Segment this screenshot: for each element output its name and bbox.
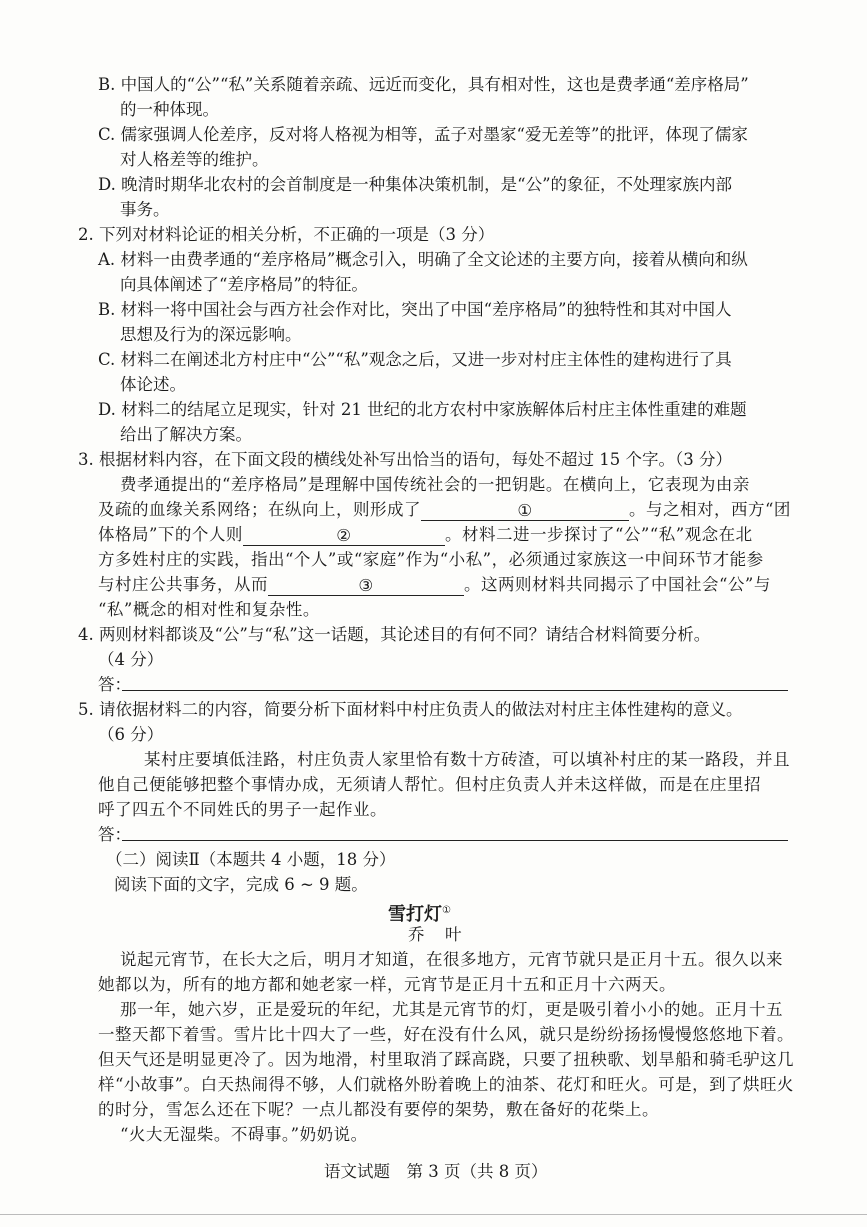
q4-answer-label: 答： [98, 675, 131, 694]
q2-option-b-line1: B. 材料一将中国社会与西方社会作对比，突出了中国“差序格局”的独特性和其对中国人 [98, 300, 732, 319]
story-p2-line3: 但天气还是明显更冷了。因为地滑，村里取消了踩高跷，只要了扭秧歌、划旱船和骑毛驴这几 [98, 1050, 795, 1069]
q3-text-5a: 与村庄公共事务，从而 [98, 575, 268, 594]
page-footer: 语文试题 第 3 页（共 8 页） [324, 1162, 548, 1181]
story-title-footnote: ① [442, 905, 451, 916]
q5-stem-line2: （6 分） [98, 725, 164, 744]
q3-stem: 3. 根据材料内容，在下面文段的横线处补写出恰当的语句，每处不超过 15 个字。（3 分） [78, 450, 732, 469]
story-author: 乔 叶 [408, 925, 464, 944]
story-p2-line1: 那一年，她六岁，正是爱玩的年纪，尤其是元宵节的灯，更是吸引着小小的她。正月十五 [120, 1000, 783, 1019]
story-p2-line5: 的时分，雪怎么还在下呢？一点儿都没有要停的架势，敷在备好的花柴上。 [98, 1100, 659, 1119]
q2-option-c-line2: 体论述。 [120, 375, 186, 394]
q2-option-d-line2: 给出了解决方案。 [120, 425, 252, 444]
q2-option-a-line1: A. 材料一由费孝通的“差序格局”概念引入，明确了全文论述的主要方向，接着从横向和纵 [98, 250, 748, 269]
story-p1-line2: 她都以为，所有的地方都和她老家一样，元宵节是正月十五和正月十六两天。 [98, 975, 676, 994]
q3-paragraph-line2 [98, 499, 791, 521]
q3-paragraph-line4: 方多姓村庄的实践，指出“个人”或“家庭”作为“小私”，必须通过家族这一中间环节才能参 [98, 550, 764, 569]
q5-stem-line1: 5. 请依据材料二的内容，简要分析下面材料中村庄负责人的做法对村庄主体性建构的意义。 [78, 700, 743, 719]
story-p1-line1: 说起元宵节，在长大之后，明月才知道，在很多地方，元宵节就只是正月十五。很久以来 [120, 950, 783, 969]
q2-option-d-line1: D. 材料二的结尾立足现实，针对 21 世纪的北方农村中家族解体后村庄主体性重建的难题 [98, 400, 747, 419]
q4-stem-line2: （4 分） [98, 650, 164, 669]
q5-answer-label: 答： [98, 825, 131, 844]
q4-answer-line[interactable] [122, 690, 788, 691]
story-title [388, 900, 451, 926]
q4-stem-line1: 4. 两则材料都谈及“公”与“私”这一话题，其论述目的有何不同？请结合材料简要分析。 [78, 625, 711, 644]
q2-option-b-line2: 思想及行为的深远影响。 [120, 325, 302, 344]
section2-instruction: 阅读下面的文字，完成 6 ~ 9 题。 [114, 875, 368, 894]
q1-option-b-line1: B. 中国人的“公”“私”关系随着亲疏、远近而变化，具有相对性，这也是费孝通“差序格局” [98, 75, 749, 94]
q3-text-3a: 体格局”下的个人则 [98, 525, 243, 544]
q5-material-line3: 呼了四五个不同姓氏的男子一起作业。 [98, 800, 387, 819]
q3-text-5b: 。这两则材料共同揭示了中国社会“公”与 [464, 575, 771, 594]
q1-option-d-line1: D. 晚清时期华北农村的会首制度是一种集体决策机制，是“公”的象征，不处理家族内部 [98, 175, 733, 194]
q3-blank-2[interactable]: ② [243, 525, 445, 546]
story-title-text: 雪打灯 [388, 904, 442, 925]
q3-text-2b: 。与之相对，西方“团 [629, 500, 791, 519]
q2-stem: 2. 下列对材料论证的相关分析，不正确的一项是（3 分） [78, 225, 495, 244]
q5-answer-line[interactable] [122, 840, 788, 841]
q3-text-3b: 。材料二进一步探讨了“公”“私”观念在北 [444, 525, 753, 544]
page-bottom-edge [0, 1214, 867, 1215]
section2-heading: （二）阅读Ⅱ（本题共 4 小题，18 分） [106, 850, 396, 869]
q3-paragraph-line1: 费孝通提出的“差序格局”是理解中国传统社会的一把钥匙。在横向上，它表现为由亲 [120, 475, 750, 494]
q3-blank-3[interactable]: ③ [268, 575, 464, 596]
q2-option-a-line2: 向具体阐述了“差序格局”的特征。 [120, 275, 368, 294]
q5-material-line2: 他自己便能够把整个事情办成，无须请人帮忙。但村庄负责人并未这样做，而是在庄里招 [98, 775, 761, 794]
q1-option-c-line2: 对人格差等的维护。 [120, 150, 269, 169]
q2-option-c-line1: C. 材料二在阐述北方村庄中“公”“私”观念之后，又进一步对村庄主体性的建构进行了具 [98, 350, 732, 369]
q1-option-b-line2: 的一种体现。 [120, 100, 219, 119]
q3-paragraph-line5 [98, 574, 771, 596]
q5-material-line1: 某村庄要填低洼路，村庄负责人家里恰有数十方砖渣，可以填补村庄的某一路段，并且 [144, 750, 790, 769]
q3-text-2a: 及疏的血缘关系网络；在纵向上，则形成了 [98, 500, 421, 519]
q3-paragraph-line6: “私”概念的相对性和复杂性。 [98, 600, 320, 619]
q1-option-c-line1: C. 儒家强调人伦差序，反对将人格视为相等，孟子对墨家“爱无差等”的批评，体现了儒家 [98, 125, 748, 144]
q3-paragraph-line3 [98, 524, 753, 546]
story-p2-line2: 一整天都下着雪。雪片比十四大了一些，好在没有什么风，就只是纷纷扬扬慢慢悠悠地下着。 [98, 1025, 795, 1044]
story-p2-line4: 样“小故事”。白天热闹得不够，人们就格外盼着晚上的油茶、花灯和旺火。可是，到了烘旺火 [98, 1075, 794, 1094]
story-p3-line1: “火大无湿柴。不碍事。”奶奶说。 [120, 1125, 368, 1144]
q3-blank-1[interactable]: ① [421, 500, 629, 521]
q1-option-d-line2: 事务。 [120, 200, 170, 219]
